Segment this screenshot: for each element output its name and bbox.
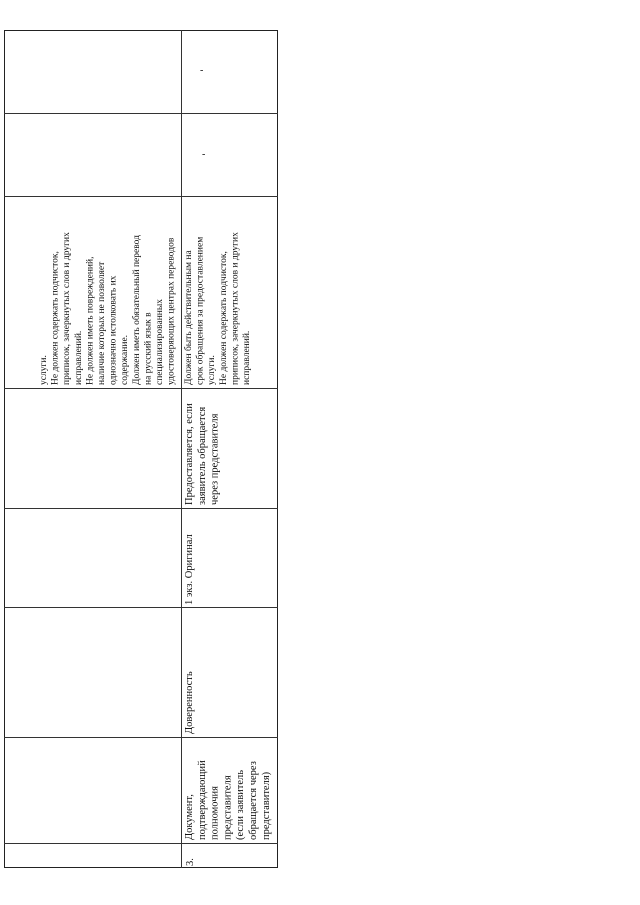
column-divider [4,607,278,608]
column-divider [4,843,278,844]
document-name: Документ, подтверждающий полномочия представителя (если заявитель обращается через представителя) [184,760,272,840]
document-requirements: Должен быть действительным на срок обращения за предоставлением услуги. Не должен содержать подчисток, приписок, зачеркнутых слов и других исправлений. [184,232,252,385]
submission-condition: Предоставляется, если заявитель обращается через представителя [184,403,221,505]
column-divider [4,737,278,738]
column-divider [4,113,278,114]
copies-count: 1 экз. Оригинал [184,534,195,605]
column-divider [4,508,278,509]
row-number: 3. [185,858,196,866]
document-type: Доверенность [184,671,195,734]
form-dash: - [202,149,206,160]
sample-dash: - [200,65,204,76]
row-divider [181,30,182,868]
column-divider [4,196,278,197]
prev-row-requirements: услуги. Не должен содержать подчисток, приписок, зачеркнутых слов и других исправлений. Не должен иметь повреждений, наличие которых не позволяет однозначно истолковать их содержание. Должен иметь обязательный перевод на русский язык в специализированных удостоверяющих центрах переводов [39,232,177,385]
column-divider [4,388,278,389]
